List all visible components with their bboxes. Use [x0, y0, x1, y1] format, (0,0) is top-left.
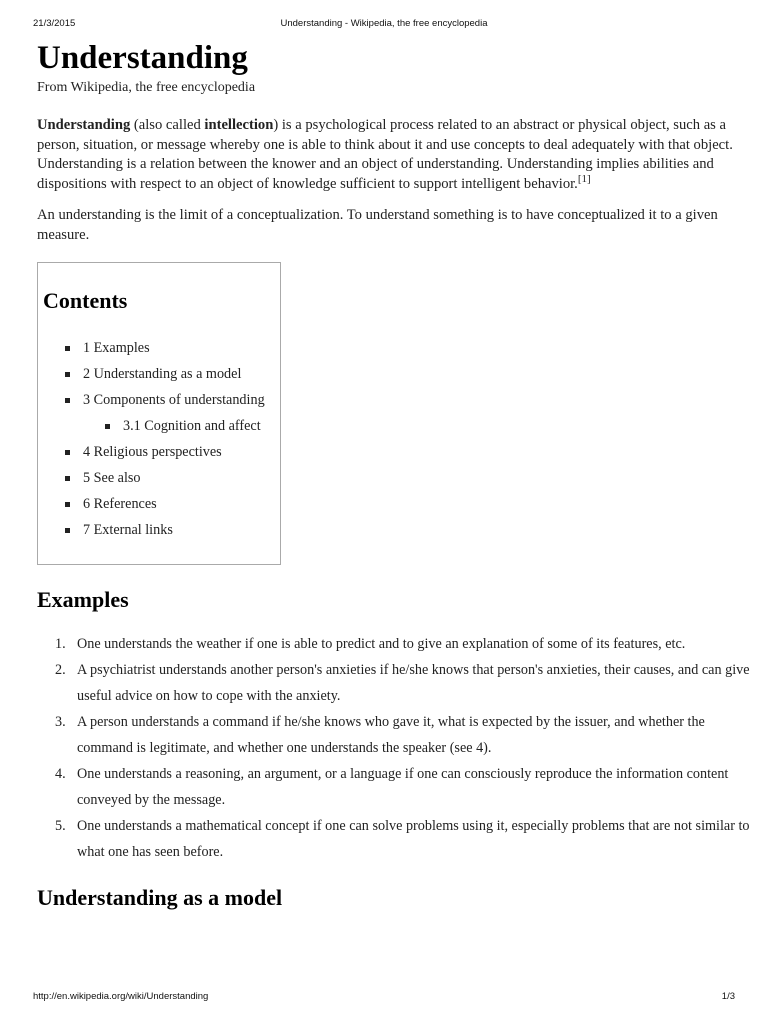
print-date: 21/3/2015 [33, 18, 76, 29]
list-number: 4. [55, 766, 66, 782]
list-number: 3. [55, 714, 66, 730]
bullet-icon [65, 346, 70, 351]
intro-term: Understanding [37, 117, 131, 133]
print-header [0, 18, 768, 32]
print-page-title: Understanding - Wikipedia, the free encyclopedia [280, 18, 488, 29]
intro-part2: ) is a psychological process related to an abstract or physical object, such as a person, situation, or message whereby one is able to think about it and use concepts to deal adequately with that object. Understanding is a relation between the knower and an object of understanding. Understanding implies abilities and dispositions with respect to an object of knowledge sufficient to support intelligent behavior. [37, 117, 733, 192]
list-item-text: A psychiatrist understands another person's anxieties if he/she knows that person's anxieties, their causes, and can give useful advice on how to cope with the anxiety. [77, 662, 750, 704]
list-item [37, 813, 757, 865]
bullet-icon [105, 424, 110, 429]
reference-link[interactable]: [1] [577, 172, 591, 185]
list-item [37, 631, 757, 657]
examples-list [37, 631, 750, 865]
site-tagline: From Wikipedia, the free encyclopedia [37, 80, 256, 95]
list-item [37, 657, 757, 709]
print-url: http://en.wikipedia.org/wiki/Understanding [33, 991, 209, 1002]
toc-item-understanding-as-a-model[interactable]: 2 Understanding as a model [43, 361, 280, 387]
list-item-text: One understands a mathematical concept if one can solve problems using it, especially problems that are not similar to what one has seen before. [77, 818, 750, 860]
article-content [37, 38, 750, 912]
intro-paragraph [37, 116, 737, 194]
toc-item-components-of-understanding[interactable]: 3 Components of understanding [43, 387, 280, 413]
second-paragraph: An understanding is the limit of a conceptualization. To understand something is to have conceptualized it to a given measure. [37, 207, 718, 243]
bullet-icon [65, 450, 70, 455]
list-item-text: One understands the weather if one is able to predict and to give an explanation of some of its features, etc. [77, 636, 686, 652]
toc-heading: Contents [43, 288, 128, 313]
print-page-number: 1/3 [721, 991, 735, 1002]
toc-item-see-also[interactable]: 5 See also [43, 465, 280, 491]
toc-item-examples[interactable]: 1 Examples [43, 335, 280, 361]
model-section-heading: Understanding as a model [37, 885, 283, 910]
list-item [37, 761, 757, 813]
page-title: Understanding [37, 40, 248, 76]
bullet-icon [65, 372, 70, 377]
toc-item-external-links[interactable]: 7 External links [43, 517, 280, 543]
toc-item-religious-perspectives[interactable]: 4 Religious perspectives [43, 439, 280, 465]
bullet-icon [65, 398, 70, 403]
table-of-contents [37, 262, 281, 565]
intro-part1: (also called [130, 117, 205, 133]
list-number: 1. [55, 636, 66, 652]
toc-list [43, 335, 280, 543]
toc-item-references[interactable]: 6 References [43, 491, 280, 517]
print-footer [0, 991, 768, 1005]
list-number: 5. [55, 818, 66, 834]
list-item-text: A person understands a command if he/she knows who gave it, what is expected by the issuer, and whether the command is legitimate, and whether one understands the speaker (see 4). [77, 714, 705, 756]
list-number: 2. [55, 662, 66, 678]
list-item [37, 709, 757, 761]
toc-item-cognition-and-affect[interactable]: 3.1 Cognition and affect [43, 413, 280, 439]
bullet-icon [65, 528, 70, 533]
bullet-icon [65, 476, 70, 481]
examples-heading: Examples [37, 587, 129, 612]
intro-alt-term: intellection [204, 117, 274, 133]
bullet-icon [65, 502, 70, 507]
list-item-text: One understands a reasoning, an argument, or a language if one can consciously reproduce the information content conveyed by the message. [77, 766, 729, 808]
